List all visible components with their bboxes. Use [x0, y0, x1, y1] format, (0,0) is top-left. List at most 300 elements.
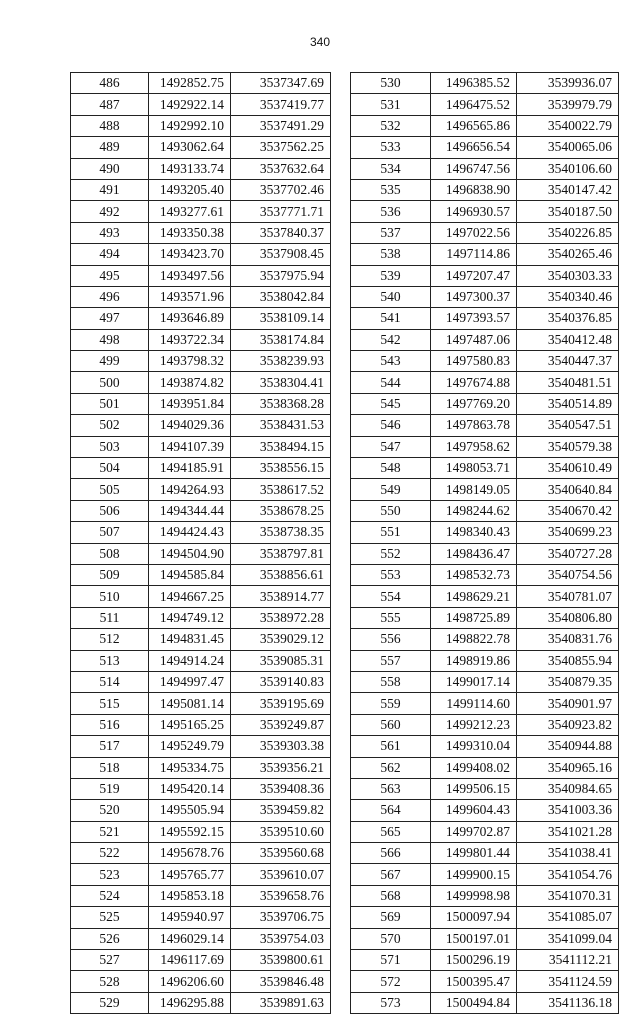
point-id-cell: 531 — [351, 94, 431, 115]
point-id-cell: 527 — [71, 950, 149, 971]
y-coordinate-cell: 3540514.89 — [517, 393, 619, 414]
y-coordinate-cell: 3540670.42 — [517, 500, 619, 521]
point-id-cell: 526 — [71, 928, 149, 949]
point-id-cell: 552 — [351, 543, 431, 564]
point-id-cell: 503 — [71, 436, 149, 457]
point-id-cell: 543 — [351, 351, 431, 372]
y-coordinate-cell: 3540147.42 — [517, 179, 619, 200]
point-id-cell: 516 — [71, 714, 149, 735]
x-coordinate-cell: 1494107.39 — [149, 436, 231, 457]
table-row — [351, 736, 619, 757]
x-coordinate-cell: 1492992.10 — [149, 115, 231, 136]
table-row — [351, 992, 619, 1013]
x-coordinate-cell: 1495249.79 — [149, 736, 231, 757]
table-row — [71, 992, 331, 1013]
y-coordinate-cell: 3539936.07 — [517, 73, 619, 94]
table-row — [71, 308, 331, 329]
y-coordinate-cell: 3540923.82 — [517, 714, 619, 735]
table-row — [351, 714, 619, 735]
table-row — [71, 607, 331, 628]
y-coordinate-cell: 3538239.93 — [231, 351, 331, 372]
x-coordinate-cell: 1498725.89 — [431, 607, 517, 628]
y-coordinate-cell: 3539356.21 — [231, 757, 331, 778]
point-id-cell: 537 — [351, 222, 431, 243]
table-row — [351, 415, 619, 436]
x-coordinate-cell: 1500494.84 — [431, 992, 517, 1013]
table-row — [71, 650, 331, 671]
point-id-cell: 542 — [351, 329, 431, 350]
y-coordinate-cell: 3541085.07 — [517, 907, 619, 928]
y-coordinate-cell: 3539510.60 — [231, 821, 331, 842]
y-coordinate-cell: 3537771.71 — [231, 201, 331, 222]
x-coordinate-cell: 1495334.75 — [149, 757, 231, 778]
point-id-cell: 518 — [71, 757, 149, 778]
y-coordinate-cell: 3538556.15 — [231, 458, 331, 479]
x-coordinate-cell: 1494914.24 — [149, 650, 231, 671]
y-coordinate-cell: 3540265.46 — [517, 244, 619, 265]
y-coordinate-cell: 3539846.48 — [231, 971, 331, 992]
x-coordinate-cell: 1493722.34 — [149, 329, 231, 350]
point-id-cell: 513 — [71, 650, 149, 671]
table-row — [71, 479, 331, 500]
x-coordinate-cell: 1497958.62 — [431, 436, 517, 457]
point-id-cell: 493 — [71, 222, 149, 243]
x-coordinate-cell: 1496206.60 — [149, 971, 231, 992]
table-row — [71, 265, 331, 286]
table-row — [71, 393, 331, 414]
table-row — [351, 586, 619, 607]
y-coordinate-cell: 3538174.84 — [231, 329, 331, 350]
point-id-cell: 559 — [351, 693, 431, 714]
point-id-cell: 532 — [351, 115, 431, 136]
x-coordinate-cell: 1493951.84 — [149, 393, 231, 414]
table-row — [351, 778, 619, 799]
table-row — [71, 73, 331, 94]
table-row — [71, 778, 331, 799]
table-row — [71, 629, 331, 650]
table-row — [351, 286, 619, 307]
x-coordinate-cell: 1499310.04 — [431, 736, 517, 757]
x-coordinate-cell: 1494185.91 — [149, 458, 231, 479]
y-coordinate-cell: 3538972.28 — [231, 607, 331, 628]
point-id-cell: 555 — [351, 607, 431, 628]
point-id-cell: 487 — [71, 94, 149, 115]
table-row — [351, 244, 619, 265]
x-coordinate-cell: 1493646.89 — [149, 308, 231, 329]
y-coordinate-cell: 3539303.38 — [231, 736, 331, 757]
table-row — [351, 458, 619, 479]
x-coordinate-cell: 1498532.73 — [431, 564, 517, 585]
table-row — [71, 436, 331, 457]
y-coordinate-cell: 3539800.61 — [231, 950, 331, 971]
point-id-cell: 522 — [71, 843, 149, 864]
x-coordinate-cell: 1497863.78 — [431, 415, 517, 436]
page-number: 340 — [309, 35, 331, 49]
x-coordinate-cell: 1494585.84 — [149, 564, 231, 585]
point-id-cell: 510 — [71, 586, 149, 607]
point-id-cell: 499 — [71, 351, 149, 372]
y-coordinate-cell: 3538617.52 — [231, 479, 331, 500]
point-id-cell: 529 — [71, 992, 149, 1013]
y-coordinate-cell: 3538431.53 — [231, 415, 331, 436]
y-coordinate-cell: 3540447.37 — [517, 351, 619, 372]
y-coordinate-cell: 3540944.88 — [517, 736, 619, 757]
point-id-cell: 546 — [351, 415, 431, 436]
x-coordinate-cell: 1498436.47 — [431, 543, 517, 564]
y-coordinate-cell: 3537562.25 — [231, 137, 331, 158]
point-id-cell: 563 — [351, 778, 431, 799]
y-coordinate-cell: 3539408.36 — [231, 778, 331, 799]
x-coordinate-cell: 1499998.98 — [431, 885, 517, 906]
table-row — [71, 736, 331, 757]
coordinates-table-right — [350, 72, 619, 1014]
x-coordinate-cell: 1498244.62 — [431, 500, 517, 521]
x-coordinate-cell: 1498919.86 — [431, 650, 517, 671]
x-coordinate-cell: 1493205.40 — [149, 179, 231, 200]
point-id-cell: 505 — [71, 479, 149, 500]
x-coordinate-cell: 1499408.02 — [431, 757, 517, 778]
table-row — [351, 821, 619, 842]
point-id-cell: 551 — [351, 522, 431, 543]
point-id-cell: 533 — [351, 137, 431, 158]
x-coordinate-cell: 1497580.83 — [431, 351, 517, 372]
point-id-cell: 507 — [71, 522, 149, 543]
table-row — [71, 351, 331, 372]
point-id-cell: 525 — [71, 907, 149, 928]
x-coordinate-cell: 1495420.14 — [149, 778, 231, 799]
y-coordinate-cell: 3537702.46 — [231, 179, 331, 200]
y-coordinate-cell: 3538042.84 — [231, 286, 331, 307]
point-id-cell: 568 — [351, 885, 431, 906]
y-coordinate-cell: 3540806.80 — [517, 607, 619, 628]
y-coordinate-cell: 3541070.31 — [517, 885, 619, 906]
x-coordinate-cell: 1496838.90 — [431, 179, 517, 200]
point-id-cell: 496 — [71, 286, 149, 307]
point-id-cell: 517 — [71, 736, 149, 757]
x-coordinate-cell: 1497393.57 — [431, 308, 517, 329]
point-id-cell: 567 — [351, 864, 431, 885]
x-coordinate-cell: 1497300.37 — [431, 286, 517, 307]
y-coordinate-cell: 3541054.76 — [517, 864, 619, 885]
y-coordinate-cell: 3537491.29 — [231, 115, 331, 136]
point-id-cell: 524 — [71, 885, 149, 906]
table-row — [71, 137, 331, 158]
table-row — [351, 757, 619, 778]
y-coordinate-cell: 3538494.15 — [231, 436, 331, 457]
point-id-cell: 520 — [71, 800, 149, 821]
point-id-cell: 565 — [351, 821, 431, 842]
x-coordinate-cell: 1499114.60 — [431, 693, 517, 714]
y-coordinate-cell: 3537347.69 — [231, 73, 331, 94]
table-row — [351, 500, 619, 521]
point-id-cell: 528 — [71, 971, 149, 992]
y-coordinate-cell: 3539560.68 — [231, 843, 331, 864]
x-coordinate-cell: 1495940.97 — [149, 907, 231, 928]
x-coordinate-cell: 1497487.06 — [431, 329, 517, 350]
y-coordinate-cell: 3539754.03 — [231, 928, 331, 949]
table-row — [351, 372, 619, 393]
point-id-cell: 486 — [71, 73, 149, 94]
point-id-cell: 573 — [351, 992, 431, 1013]
table-row — [71, 415, 331, 436]
x-coordinate-cell: 1500395.47 — [431, 971, 517, 992]
y-coordinate-cell: 3541038.41 — [517, 843, 619, 864]
y-coordinate-cell: 3539610.07 — [231, 864, 331, 885]
x-coordinate-cell: 1498822.78 — [431, 629, 517, 650]
y-coordinate-cell: 3540065.06 — [517, 137, 619, 158]
point-id-cell: 489 — [71, 137, 149, 158]
table-row — [71, 458, 331, 479]
y-coordinate-cell: 3540022.79 — [517, 115, 619, 136]
y-coordinate-cell: 3540303.33 — [517, 265, 619, 286]
point-id-cell: 549 — [351, 479, 431, 500]
table-row — [351, 351, 619, 372]
point-id-cell: 545 — [351, 393, 431, 414]
x-coordinate-cell: 1499212.23 — [431, 714, 517, 735]
point-id-cell: 558 — [351, 671, 431, 692]
point-id-cell: 512 — [71, 629, 149, 650]
table-row — [71, 201, 331, 222]
table-row — [351, 650, 619, 671]
x-coordinate-cell: 1496117.69 — [149, 950, 231, 971]
x-coordinate-cell: 1499604.43 — [431, 800, 517, 821]
y-coordinate-cell: 3540376.85 — [517, 308, 619, 329]
y-coordinate-cell: 3540984.65 — [517, 778, 619, 799]
y-coordinate-cell: 3539891.63 — [231, 992, 331, 1013]
table-row — [351, 950, 619, 971]
table-row — [71, 564, 331, 585]
table-row — [351, 222, 619, 243]
y-coordinate-cell: 3537632.64 — [231, 158, 331, 179]
y-coordinate-cell: 3540855.94 — [517, 650, 619, 671]
x-coordinate-cell: 1496747.56 — [431, 158, 517, 179]
point-id-cell: 536 — [351, 201, 431, 222]
x-coordinate-cell: 1494264.93 — [149, 479, 231, 500]
table-row — [71, 693, 331, 714]
point-id-cell: 508 — [71, 543, 149, 564]
x-coordinate-cell: 1500197.01 — [431, 928, 517, 949]
y-coordinate-cell: 3541112.21 — [517, 950, 619, 971]
point-id-cell: 515 — [71, 693, 149, 714]
x-coordinate-cell: 1495678.76 — [149, 843, 231, 864]
point-id-cell: 488 — [71, 115, 149, 136]
point-id-cell: 554 — [351, 586, 431, 607]
point-id-cell: 538 — [351, 244, 431, 265]
table-row — [71, 543, 331, 564]
table-row — [351, 693, 619, 714]
x-coordinate-cell: 1493277.61 — [149, 201, 231, 222]
x-coordinate-cell: 1496385.52 — [431, 73, 517, 94]
x-coordinate-cell: 1493798.32 — [149, 351, 231, 372]
point-id-cell: 561 — [351, 736, 431, 757]
y-coordinate-cell: 3537419.77 — [231, 94, 331, 115]
x-coordinate-cell: 1500097.94 — [431, 907, 517, 928]
point-id-cell: 490 — [71, 158, 149, 179]
table-row — [71, 286, 331, 307]
x-coordinate-cell: 1496565.86 — [431, 115, 517, 136]
x-coordinate-cell: 1498149.05 — [431, 479, 517, 500]
x-coordinate-cell: 1494749.12 — [149, 607, 231, 628]
point-id-cell: 566 — [351, 843, 431, 864]
x-coordinate-cell: 1495081.14 — [149, 693, 231, 714]
table-row — [351, 885, 619, 906]
table-row — [71, 971, 331, 992]
point-id-cell: 504 — [71, 458, 149, 479]
point-id-cell: 560 — [351, 714, 431, 735]
x-coordinate-cell: 1497769.20 — [431, 393, 517, 414]
table-row — [71, 928, 331, 949]
point-id-cell: 547 — [351, 436, 431, 457]
x-coordinate-cell: 1497207.47 — [431, 265, 517, 286]
x-coordinate-cell: 1493062.64 — [149, 137, 231, 158]
y-coordinate-cell: 3541021.28 — [517, 821, 619, 842]
point-id-cell: 544 — [351, 372, 431, 393]
table-row — [351, 843, 619, 864]
point-id-cell: 492 — [71, 201, 149, 222]
x-coordinate-cell: 1492922.14 — [149, 94, 231, 115]
table-row — [71, 821, 331, 842]
x-coordinate-cell: 1492852.75 — [149, 73, 231, 94]
table-row — [351, 201, 619, 222]
table-row — [71, 222, 331, 243]
y-coordinate-cell: 3538109.14 — [231, 308, 331, 329]
y-coordinate-cell: 3540412.48 — [517, 329, 619, 350]
y-coordinate-cell: 3540481.51 — [517, 372, 619, 393]
y-coordinate-cell: 3539459.82 — [231, 800, 331, 821]
y-coordinate-cell: 3540831.76 — [517, 629, 619, 650]
point-id-cell: 572 — [351, 971, 431, 992]
x-coordinate-cell: 1495505.94 — [149, 800, 231, 821]
x-coordinate-cell: 1495765.77 — [149, 864, 231, 885]
y-coordinate-cell: 3539658.76 — [231, 885, 331, 906]
point-id-cell: 523 — [71, 864, 149, 885]
point-id-cell: 530 — [351, 73, 431, 94]
point-id-cell: 498 — [71, 329, 149, 350]
point-id-cell: 539 — [351, 265, 431, 286]
table-row — [71, 885, 331, 906]
x-coordinate-cell: 1494029.36 — [149, 415, 231, 436]
x-coordinate-cell: 1494424.43 — [149, 522, 231, 543]
table-row — [71, 329, 331, 350]
table-row — [351, 94, 619, 115]
y-coordinate-cell: 3540106.60 — [517, 158, 619, 179]
table-row — [71, 372, 331, 393]
x-coordinate-cell: 1496029.14 — [149, 928, 231, 949]
y-coordinate-cell: 3539029.12 — [231, 629, 331, 650]
table-row — [351, 393, 619, 414]
table-row — [71, 950, 331, 971]
y-coordinate-cell: 3540781.07 — [517, 586, 619, 607]
x-coordinate-cell: 1497114.86 — [431, 244, 517, 265]
point-id-cell: 541 — [351, 308, 431, 329]
y-coordinate-cell: 3541099.04 — [517, 928, 619, 949]
x-coordinate-cell: 1494504.90 — [149, 543, 231, 564]
table-row — [71, 864, 331, 885]
y-coordinate-cell: 3538304.41 — [231, 372, 331, 393]
x-coordinate-cell: 1495165.25 — [149, 714, 231, 735]
point-id-cell: 521 — [71, 821, 149, 842]
y-coordinate-cell: 3540187.50 — [517, 201, 619, 222]
x-coordinate-cell: 1493423.70 — [149, 244, 231, 265]
table-row — [351, 436, 619, 457]
x-coordinate-cell: 1497022.56 — [431, 222, 517, 243]
point-id-cell: 540 — [351, 286, 431, 307]
y-coordinate-cell: 3538368.28 — [231, 393, 331, 414]
table-row — [351, 73, 619, 94]
point-id-cell: 535 — [351, 179, 431, 200]
point-id-cell: 514 — [71, 671, 149, 692]
point-id-cell: 570 — [351, 928, 431, 949]
y-coordinate-cell: 3539140.83 — [231, 671, 331, 692]
x-coordinate-cell: 1493133.74 — [149, 158, 231, 179]
x-coordinate-cell: 1495592.15 — [149, 821, 231, 842]
point-id-cell: 519 — [71, 778, 149, 799]
y-coordinate-cell: 3541136.18 — [517, 992, 619, 1013]
x-coordinate-cell: 1495853.18 — [149, 885, 231, 906]
x-coordinate-cell: 1498340.43 — [431, 522, 517, 543]
x-coordinate-cell: 1494997.47 — [149, 671, 231, 692]
table-row — [351, 137, 619, 158]
y-coordinate-cell: 3539249.87 — [231, 714, 331, 735]
y-coordinate-cell: 3540640.84 — [517, 479, 619, 500]
table-row — [71, 244, 331, 265]
x-coordinate-cell: 1499506.15 — [431, 778, 517, 799]
point-id-cell: 502 — [71, 415, 149, 436]
y-coordinate-cell: 3540547.51 — [517, 415, 619, 436]
x-coordinate-cell: 1500296.19 — [431, 950, 517, 971]
table-row — [71, 671, 331, 692]
y-coordinate-cell: 3537975.94 — [231, 265, 331, 286]
table-row — [351, 265, 619, 286]
table-row — [351, 607, 619, 628]
x-coordinate-cell: 1497674.88 — [431, 372, 517, 393]
y-coordinate-cell: 3539195.69 — [231, 693, 331, 714]
table-row — [351, 158, 619, 179]
table-row — [351, 308, 619, 329]
x-coordinate-cell: 1496475.52 — [431, 94, 517, 115]
table-row — [351, 800, 619, 821]
x-coordinate-cell: 1496930.57 — [431, 201, 517, 222]
point-id-cell: 511 — [71, 607, 149, 628]
x-coordinate-cell: 1498629.21 — [431, 586, 517, 607]
x-coordinate-cell: 1499801.44 — [431, 843, 517, 864]
y-coordinate-cell: 3540879.35 — [517, 671, 619, 692]
table-row — [71, 115, 331, 136]
point-id-cell: 501 — [71, 393, 149, 414]
x-coordinate-cell: 1498053.71 — [431, 458, 517, 479]
y-coordinate-cell: 3538738.35 — [231, 522, 331, 543]
table-row — [71, 158, 331, 179]
table-row — [71, 800, 331, 821]
point-id-cell: 500 — [71, 372, 149, 393]
point-id-cell: 556 — [351, 629, 431, 650]
y-coordinate-cell: 3537908.45 — [231, 244, 331, 265]
x-coordinate-cell: 1499702.87 — [431, 821, 517, 842]
table-row — [351, 115, 619, 136]
table-row — [351, 864, 619, 885]
table-row — [71, 522, 331, 543]
y-coordinate-cell: 3540340.46 — [517, 286, 619, 307]
y-coordinate-cell: 3540610.49 — [517, 458, 619, 479]
y-coordinate-cell: 3540226.85 — [517, 222, 619, 243]
y-coordinate-cell: 3540727.28 — [517, 543, 619, 564]
coordinates-table-left — [70, 72, 331, 1014]
table-row — [351, 671, 619, 692]
table-row — [71, 500, 331, 521]
x-coordinate-cell: 1493350.38 — [149, 222, 231, 243]
y-coordinate-cell: 3541003.36 — [517, 800, 619, 821]
y-coordinate-cell: 3540901.97 — [517, 693, 619, 714]
